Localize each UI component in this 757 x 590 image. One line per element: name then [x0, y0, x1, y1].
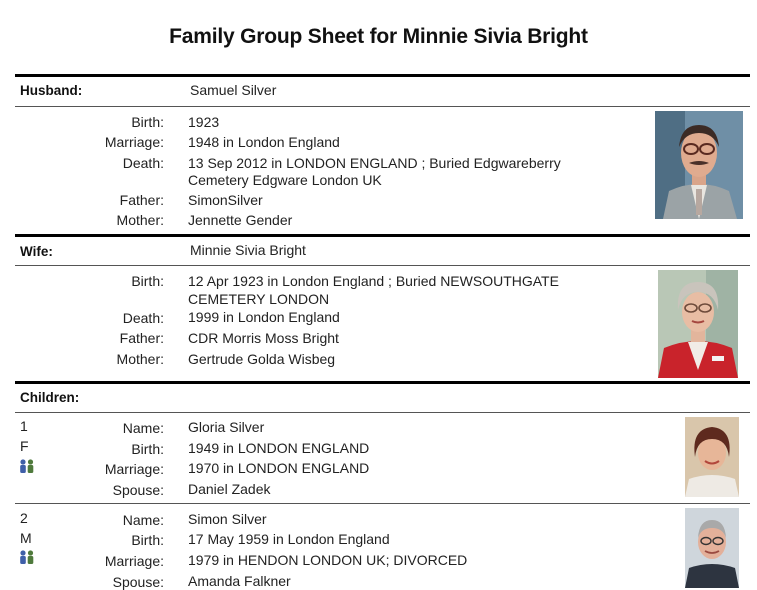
fact-label: Mother:	[116, 212, 164, 228]
fact-value: Amanda Falkner	[188, 573, 291, 589]
child-sex: F	[20, 438, 29, 454]
fact-label: Death:	[122, 310, 164, 326]
divider	[15, 106, 750, 107]
husband-photo	[655, 111, 743, 219]
fact-value: 1999 in London England	[188, 309, 340, 325]
fact-value: CDR Morris Moss Bright	[188, 330, 339, 346]
section-divider	[15, 381, 750, 384]
wife-name: Minnie Sivia Bright	[190, 242, 306, 258]
fact-label: Death:	[122, 155, 164, 171]
children-section-label: Children:	[20, 390, 80, 405]
fact-value: Gertrude Golda Wisbeg	[188, 351, 336, 367]
fact-label: Birth:	[131, 532, 164, 548]
fact-label: Marriage:	[104, 461, 164, 477]
fact-label: Marriage:	[104, 553, 164, 569]
fact-label: Spouse:	[112, 574, 164, 590]
fact-value: 1949 in LONDON ENGLAND	[188, 440, 370, 456]
fact-value: 1923	[188, 114, 220, 130]
fact-label: Birth:	[131, 273, 164, 289]
fact-value-continued: CEMETERY LONDON	[188, 291, 330, 307]
fact-value: Gloria Silver	[188, 419, 265, 435]
wife-photo	[658, 270, 738, 378]
husband-name: Samuel Silver	[190, 82, 277, 98]
fact-label: Marriage:	[104, 134, 164, 150]
fact-value: SimonSilver	[188, 192, 263, 208]
fact-value: 13 Sep 2012 in LONDON ENGLAND ; Buried Edgwareberry	[188, 155, 561, 171]
husband-section-label: Husband:	[20, 83, 83, 98]
divider	[15, 503, 750, 504]
divider	[15, 265, 750, 266]
section-divider	[15, 234, 750, 237]
fact-label: Name:	[122, 512, 164, 528]
fact-value: Jennette Gender	[188, 212, 293, 228]
fact-label: Birth:	[131, 114, 164, 130]
divider	[15, 412, 750, 413]
child-number: 2	[20, 510, 28, 526]
fact-label: Mother:	[116, 351, 164, 367]
wife-section-label: Wife:	[20, 244, 53, 259]
fact-value: Simon Silver	[188, 511, 267, 527]
fact-value-continued: Cemetery Edgware London UK	[188, 172, 382, 188]
fact-value: 17 May 1959 in London England	[188, 531, 390, 547]
fact-label: Father:	[119, 192, 164, 208]
fact-value: 12 Apr 1923 in London England ; Buried NEWSOUTHGATE	[188, 273, 559, 289]
fact-label: Spouse:	[112, 482, 164, 498]
child-sex: M	[20, 530, 32, 546]
fact-value: 1970 in LONDON ENGLAND	[188, 460, 370, 476]
fact-value: 1979 in HENDON LONDON UK; DIVORCED	[188, 552, 468, 568]
section-divider	[15, 74, 750, 77]
child-number: 1	[20, 418, 28, 434]
fact-label: Father:	[119, 330, 164, 346]
child-photo	[685, 417, 739, 497]
fact-label: Name:	[122, 420, 164, 436]
fact-label: Birth:	[131, 441, 164, 457]
page-title: Family Group Sheet for Minnie Sivia Bright	[169, 25, 588, 48]
fact-value: 1948 in London England	[188, 134, 340, 150]
child-photo	[685, 508, 739, 588]
fact-value: Daniel Zadek	[188, 481, 271, 497]
